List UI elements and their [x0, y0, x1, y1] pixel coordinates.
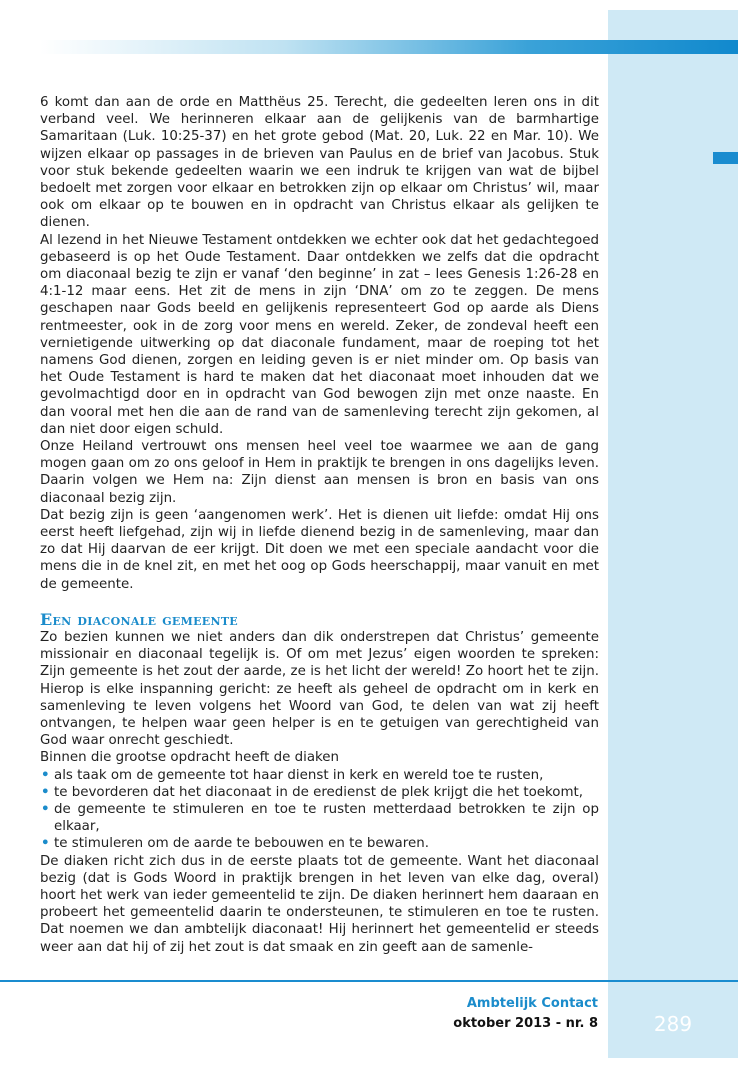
magazine-name: Ambtelijk Contact	[466, 996, 598, 1011]
section-heading: Een diaconale gemeente	[40, 609, 238, 629]
article-paragraph: Dat bezig zijn is geen ‘aangenomen werk’. Het is dienen uit liefde: omdat Hij ons eerst heeft liefgehad, zijn wij in liefde dienend bezig in de samenleving, maar dan zo dat Hij daarvan de eer krijgt. Dit doen we met een speciale aandacht voor die mens die in de knel zit, en met het oog op Gods heerschappij, maar vanuit en met de gemeente.	[40, 507, 599, 592]
page-number: 289	[653, 1012, 693, 1036]
header-gradient-bar	[40, 40, 738, 54]
list-item	[40, 784, 599, 801]
bullet-dot-icon: •	[41, 784, 50, 800]
bullet-list	[40, 767, 599, 853]
issue-label: oktober 2013 - nr. 8	[453, 1016, 598, 1031]
bullet-dot-icon: •	[41, 836, 50, 852]
list-item-text: te stimuleren om de aarde te bebouwen en te bewaren.	[54, 836, 429, 852]
list-item-text: te bevorderen dat het diaconaat in de eredienst de plek krijgt die het toekomt,	[54, 784, 584, 800]
article-paragraph: Binnen die grootse opdracht heeft de diaken	[40, 750, 340, 766]
list-item-text: als taak om de gemeente tot haar dienst in kerk en wereld toe te rusten,	[54, 767, 544, 783]
article-body	[40, 94, 599, 956]
page-margin-band	[608, 10, 738, 1058]
article-paragraph: Al lezend in het Nieuwe Testament ontdekken we echter ook dat het gedachtegoed gebaseerd is op het Oude Testament. Daar ontdekken we zelfs dat die opdracht om diaconaal bezig te zijn er vanaf ‘den beginne’ in zat – lees Genesis 1:26-28 en 4:1-12 maar eens. Het zit de mens in zijn ‘DNA’ om zo te zeggen. De mens geschapen naar Gods beeld en gelijkenis representeert God op aarde als Diens rentmeester, ook in de zorg voor mens en wereld. Zeker, de zondeval heeft een vernietigende uitwerking op dat diaconale fundament, maar de roeping tot het namens God dienen, zorgen en leiding geven is er niet minder om. Op basis van het Oude Testament is hard te maken dat het diaconaat moet inhouden dat we gevolmachtigd door en in opdracht van God bewogen zijn met onze naaste. En dan vooral met hen die aan de rand van de samenleving terecht zijn gekomen, al dan niet door eigen schuld.	[40, 232, 599, 437]
article-paragraph: 6 komt dan aan de orde en Matthëus 25. Terecht, die gedeelten leren ons in dit verband veel. We herinneren elkaar aan de gelijkenis van de barmhartige Samaritaan (Luk. 10:25-37) en het grote gebod (Mat. 20, Luk. 22 en Mar. 10). We wijzen elkaar op passages in de brieven van Paulus en de brief van Jacobus. Stuk voor stuk bekende gedeelten waarin we een indruk te krijgen van wat de bijbel bedoelt met zorgen voor elkaar en betrokken zijn op elkaar om Christus’ wil, maar ook om elkaar op te bouwen en in opdracht van Christus elkaar als gelijken te dienen.	[40, 95, 599, 231]
bullet-dot-icon: •	[41, 767, 50, 783]
article-paragraph: De diaken richt zich dus in de eerste plaats tot de gemeente. Want het diaconaal bezig (dat is Gods Woord in praktijk brengen in het leven van elke dag, overal) hoort het werk van ieder gemeentelid te zijn. De diaken herinnert hem daaraan en probeert het gemeentelid daarin te ondersteunen, te stimuleren en toe te rusten. Dat noemen we dan ambtelijk diaconaat! Hij herinnert het gemeentelid er steeds weer aan dat hij of zij het zout is dat smaak en zin geeft aan de samenle-	[40, 853, 599, 955]
margin-tab-marker	[713, 152, 738, 164]
list-item	[40, 767, 599, 784]
footer-rule	[0, 980, 738, 982]
article-paragraph: Zo bezien kunnen we niet anders dan dik onderstrepen dat Christus’ gemeente missionair en diaconaal tegelijk is. Of om met Jezus’ eigen woorden te spreken: Zijn gemeente is het zout der aarde, ze is het licht der wereld! Zo hoort het te zijn. Hierop is elke inspanning gericht: ze heeft als geheel de opdracht om in kerk en samenleving te leven volgens het Woord van God, te delen van wat zij heeft ontvangen, te helpen waar geen helper is en te getuigen van gerechtigheid van God waar onrecht geschiedt.	[40, 629, 599, 749]
list-item	[40, 835, 599, 852]
article-paragraph: Onze Heiland vertrouwt ons mensen heel veel toe waarmee we aan de gang mogen gaan om zo ons geloof in Hem in praktijk te brengen in ons dagelijks leven. Daarin volgen we Hem na: Zijn dienst aan mensen is bron en basis van ons diaconaal bezig zijn.	[40, 439, 599, 506]
list-item-text: de gemeente te stimuleren en toe te rusten metterdaad betrokken te zijn op elkaar,	[54, 801, 599, 835]
list-item	[40, 801, 599, 835]
bullet-dot-icon: •	[41, 801, 50, 817]
